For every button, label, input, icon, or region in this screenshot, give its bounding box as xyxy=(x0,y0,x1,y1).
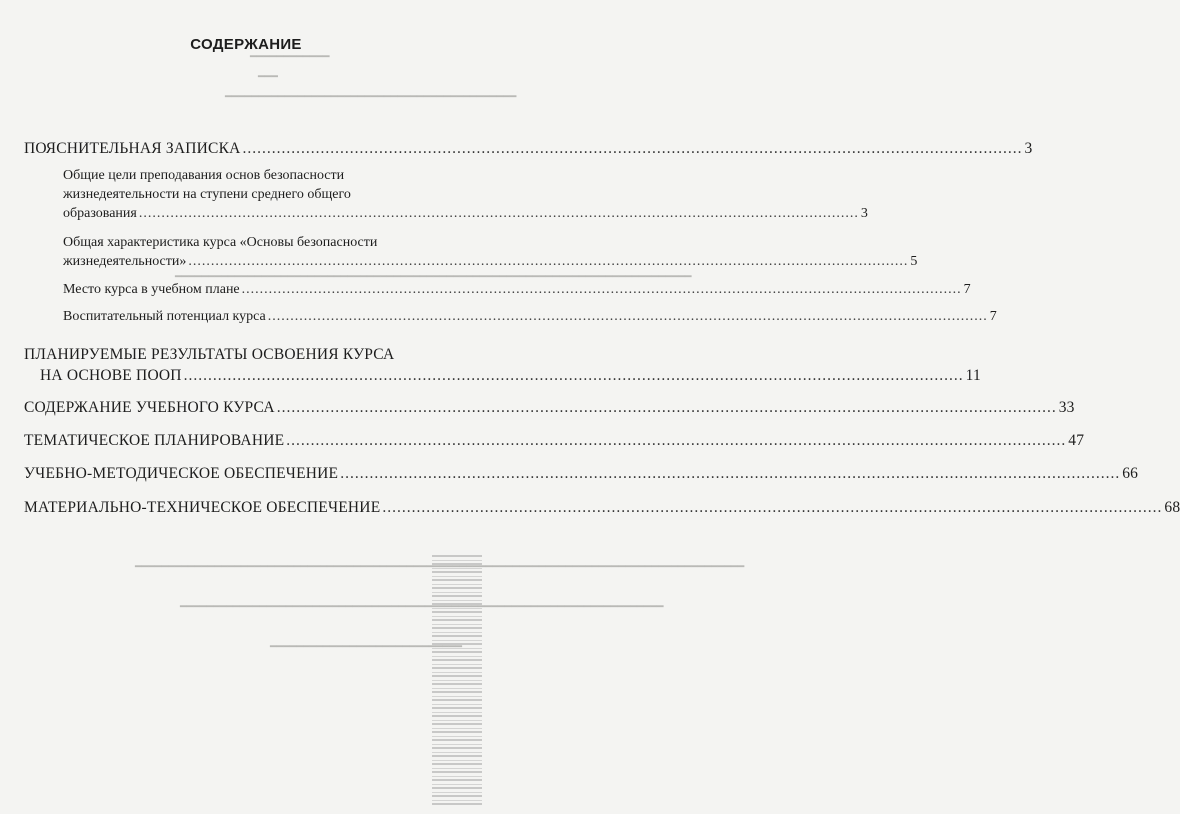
toc-entry-title: Общая характеристика курса «Основы безопасности xyxy=(63,235,378,250)
toc-page-number: 7 xyxy=(989,309,997,324)
bleed-through-text: ━━━━━━━━━━━━━━━━━━━━━━━━━━━━━ xyxy=(270,641,463,653)
toc-page-number: 5 xyxy=(910,254,918,269)
toc-leader-dots xyxy=(184,365,964,386)
toc-subentry xyxy=(63,307,997,326)
toc-entry-title: УЧЕБНО-МЕТОДИЧЕСКОЕ ОБЕСПЕЧЕНИЕ xyxy=(24,465,339,482)
toc-entry-title: Общие цели преподавания основ безопасности xyxy=(63,168,345,183)
toc-subentry xyxy=(63,233,918,271)
bleed-through-text: ━━━━━━━━━━━━━━━━━━━━━━━━━━━━━━━━━━━━━━━━━━━━━━━━━━━━━━━━━━━━━━━━━━━━━━━━━━━━━━━━━━━━━━━━━━━━ xyxy=(135,561,745,573)
toc-leader-dots xyxy=(188,252,908,271)
toc-entry-title: НА ОСНОВЕ ПООП xyxy=(40,367,182,384)
toc-page-number: 11 xyxy=(965,367,981,384)
toc-leader-dots xyxy=(139,204,859,223)
bleed-through-text: ━━━━━━━━━━━━━━━━━━━━━━━━━━━━━━━━━━━━━━━━━━━━ xyxy=(225,91,517,103)
toc-entry-title: образования xyxy=(63,206,137,221)
toc-page-number: 47 xyxy=(1068,432,1085,449)
toc-leader-dots xyxy=(340,464,1120,483)
toc-entry-title: жизнедеятельности на ступени среднего общего xyxy=(63,187,351,202)
toc-entry-title: ТЕМАТИЧЕСКОЕ ПЛАНИРОВАНИЕ xyxy=(24,432,285,449)
page-title: СОДЕРЖАНИЕ xyxy=(190,36,302,53)
toc-entry-title: Место курса в учебном плане xyxy=(63,282,240,297)
toc-subentry xyxy=(63,166,868,223)
toc-subentry xyxy=(63,280,971,299)
toc-entry xyxy=(24,464,1139,483)
toc-entry-title: ПОЯСНИТЕЛЬНАЯ ЗАПИСКА xyxy=(24,140,241,157)
toc-leader-dots xyxy=(243,139,1023,158)
toc-page-number: 3 xyxy=(860,206,868,221)
toc-entry xyxy=(24,139,1033,158)
toc-entry-title: ПЛАНИРУЕМЫЕ РЕЗУЛЬТАТЫ ОСВОЕНИЯ КУРСА xyxy=(24,346,395,363)
toc-leader-dots xyxy=(382,498,1162,517)
toc-page-number: 66 xyxy=(1122,465,1139,482)
bleed-through-text: ━━━━━━━━━━━━━━━━━━━━━━━━━━━━━━━━━━━━━━━━━━━━━━━━━━━━━━━━━━━━━━━━━━━━━━━━━ xyxy=(180,601,664,613)
toc-entry xyxy=(24,431,1085,450)
toc-entry xyxy=(24,344,981,386)
toc-leader-dots xyxy=(286,431,1066,450)
bleed-through-text: ━━━━━━━━━━━━ xyxy=(250,51,330,63)
toc-entry-title: Воспитательный потенциал курса xyxy=(63,309,266,324)
toc-entry xyxy=(24,398,1075,417)
toc-page-number: 33 xyxy=(1058,399,1075,416)
bleed-through-barcode xyxy=(432,555,482,805)
toc-page-number: 7 xyxy=(963,282,971,297)
toc-leader-dots xyxy=(268,307,988,326)
toc-entry-title: жизнедеятельности» xyxy=(63,254,187,269)
bleed-through-text: ━━━ xyxy=(258,71,278,83)
bleed-through-text: ━━━━━━━━━━━━━━━━━━━━━━━━━━━━━━━━━━━━━━━━━━━━━━━━━━━━━━━━━━━━━━━━━━━━━━━━━━━━━━ xyxy=(175,271,692,283)
toc-page-number: 68 xyxy=(1164,499,1180,516)
toc-leader-dots xyxy=(242,280,962,299)
toc-leader-dots xyxy=(277,398,1057,417)
toc-page-number: 3 xyxy=(1024,140,1033,157)
toc-entry-title: СОДЕРЖАНИЕ УЧЕБНОГО КУРСА xyxy=(24,399,275,416)
toc-entry-title: МАТЕРИАЛЬНО-ТЕХНИЧЕСКОЕ ОБЕСПЕЧЕНИЕ xyxy=(24,499,381,516)
toc-entry xyxy=(24,498,1180,517)
